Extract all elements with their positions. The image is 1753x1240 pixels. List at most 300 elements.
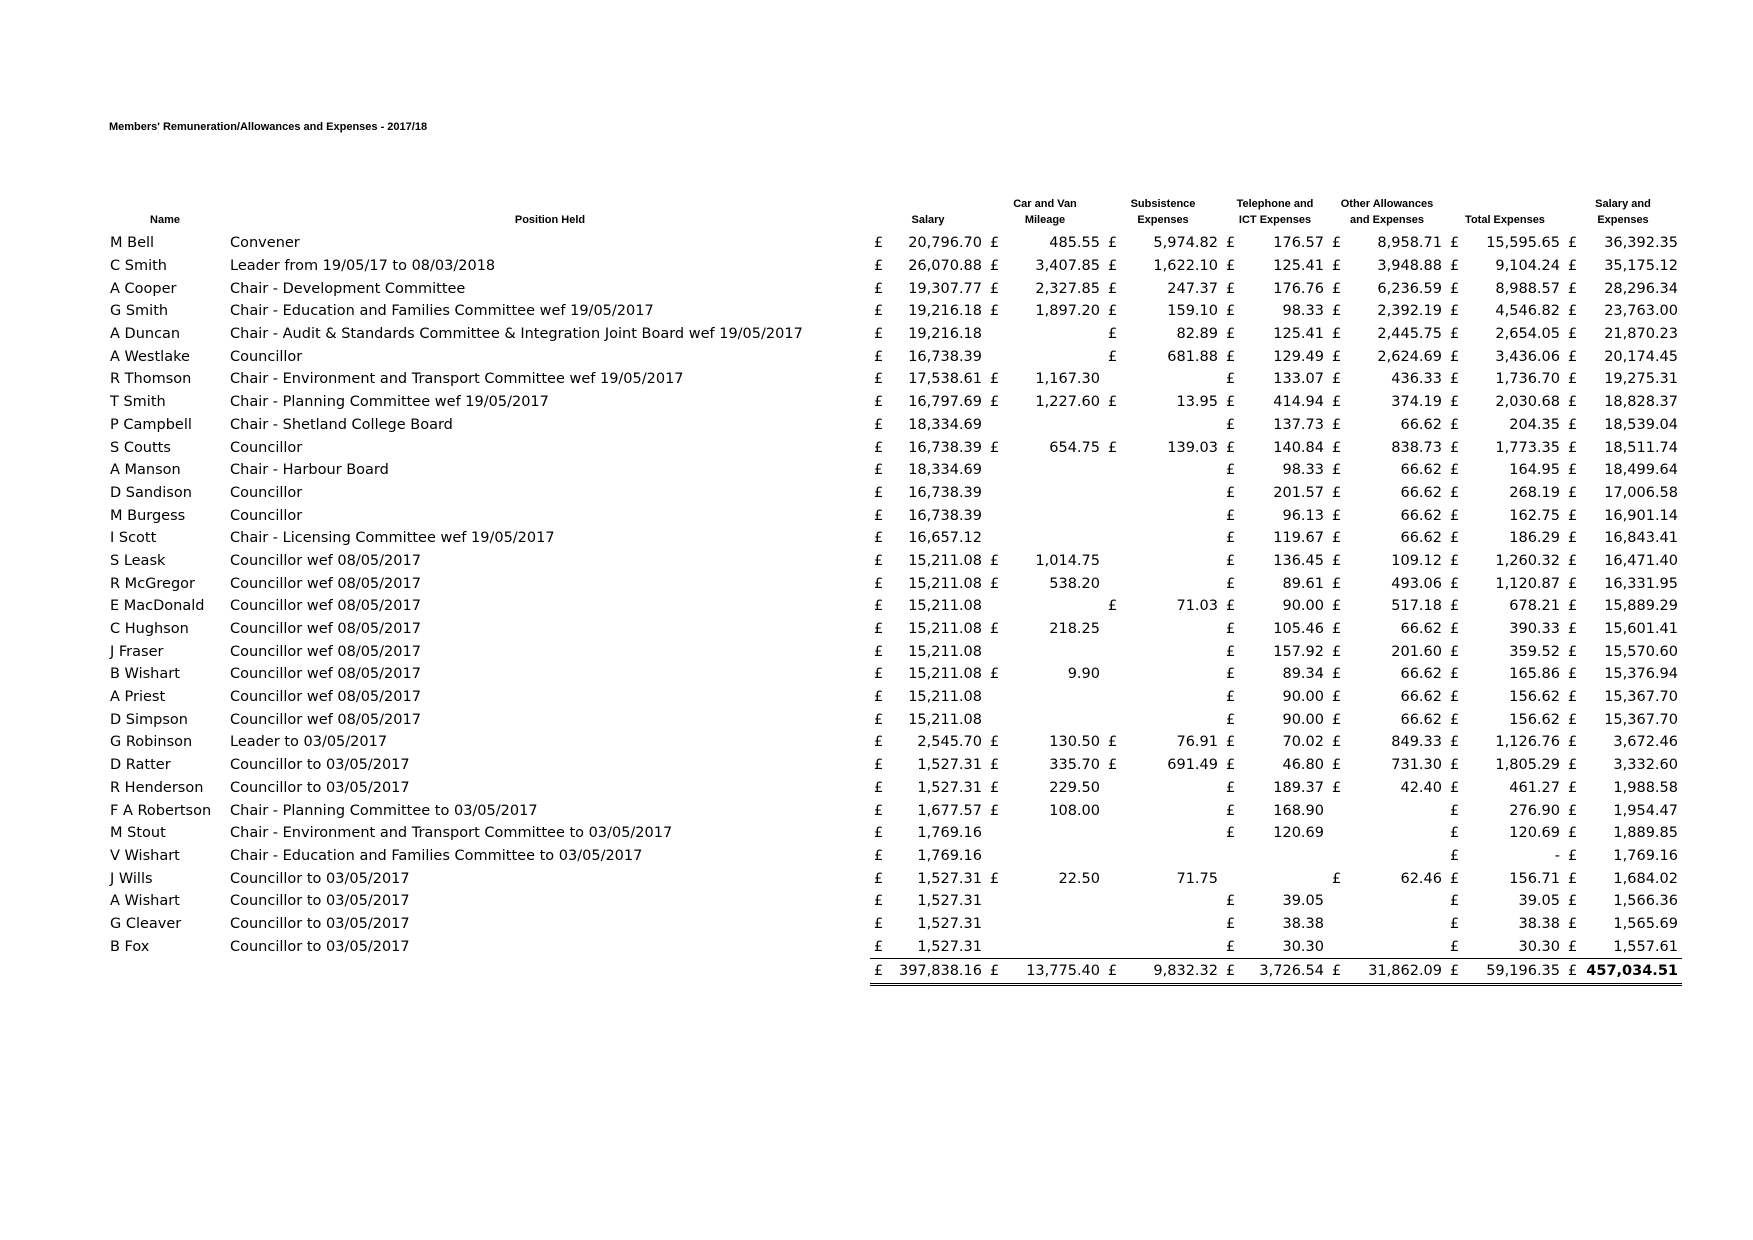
cell-telephone-ict: 30.30 xyxy=(1240,935,1328,958)
total-salary-and-expenses: 457,034.51 xyxy=(1582,959,1682,985)
cell-salary: 17,538.61 xyxy=(908,371,982,388)
cell-subsistence: 5,974.82 xyxy=(1153,235,1218,252)
cell-other-allowances: 517.18 xyxy=(1391,598,1442,615)
cell-other-allowances: 66.62 xyxy=(1400,666,1442,683)
cell-subsistence: 1,622.10 xyxy=(1153,258,1218,275)
cell-car-mileage xyxy=(1004,708,1104,731)
cell-other-allowances: 109.12 xyxy=(1391,552,1442,569)
cell-salary-and-expenses-currency: £ xyxy=(1568,552,1578,569)
cell-car-mileage-currency xyxy=(986,686,1004,709)
cell-other-allowances-currency: £ xyxy=(1332,689,1342,706)
cell-car-mileage xyxy=(1004,686,1104,709)
cell-salary: 16,738.39 xyxy=(908,484,982,501)
cell-salary-and-expenses-currency: £ xyxy=(1568,530,1578,547)
total-telephone-ict: 3,726.54 xyxy=(1240,959,1328,985)
cell-name: F A Robertson xyxy=(110,802,212,819)
cell-telephone-ict-currency: £ xyxy=(1226,439,1236,456)
cell-position: Councillor to 03/05/2017 xyxy=(230,779,410,796)
cell-total-expenses: 2,030.68 xyxy=(1495,394,1560,411)
cell-total-expenses: 1,736.70 xyxy=(1495,371,1560,388)
cell-car-mileage-currency xyxy=(986,822,1004,845)
cell-salary-and-expenses: 18,828.37 xyxy=(1604,394,1678,411)
cell-salary-and-expenses: 16,331.95 xyxy=(1604,575,1678,592)
cell-subsistence-currency: £ xyxy=(1108,303,1118,320)
cell-telephone-ict: 189.37 xyxy=(1273,779,1324,796)
cell-other-allowances-currency: £ xyxy=(1332,462,1342,479)
cell-telephone-ict-currency: £ xyxy=(1226,530,1236,547)
cell-subsistence xyxy=(1122,527,1222,550)
cell-position: Chair - Environment and Transport Committee wef 19/05/2017 xyxy=(230,371,684,388)
cell-name: A Wishart xyxy=(110,893,180,910)
cell-other-allowances: 436.33 xyxy=(1391,371,1442,388)
cell-salary-currency: £ xyxy=(874,621,884,638)
cell-total-expenses-currency: £ xyxy=(1450,711,1460,728)
cell-salary: 16,738.39 xyxy=(908,439,982,456)
cell-salary-and-expenses: 16,901.14 xyxy=(1604,507,1678,524)
cell-total-expenses-currency: £ xyxy=(1450,643,1460,660)
cell-subsistence xyxy=(1122,504,1222,527)
cell-subsistence: 691.49 xyxy=(1167,757,1218,774)
cell-salary-currency: £ xyxy=(874,348,884,365)
cell-total-expenses: 162.75 xyxy=(1509,507,1560,524)
cell-salary-and-expenses: 36,392.35 xyxy=(1604,235,1678,252)
total-subsistence: 9,832.32 xyxy=(1122,959,1222,985)
cell-other-allowances: 66.62 xyxy=(1400,462,1442,479)
cell-other-allowances: 2,624.69 xyxy=(1377,348,1442,365)
cell-total-expenses: 8,988.57 xyxy=(1495,280,1560,297)
cell-position: Councillor wef 08/05/2017 xyxy=(230,689,421,706)
cell-subsistence-currency xyxy=(1104,414,1122,437)
cell-total-expenses-currency: £ xyxy=(1450,870,1460,887)
cell-position: Councillor wef 08/05/2017 xyxy=(230,598,421,615)
cell-salary-and-expenses: 1,684.02 xyxy=(1613,870,1678,887)
cell-total-expenses-currency: £ xyxy=(1450,825,1460,842)
cell-salary-and-expenses: 17,006.58 xyxy=(1604,484,1678,501)
cell-telephone-ict: 89.61 xyxy=(1282,575,1324,592)
cell-salary: 15,211.08 xyxy=(908,621,982,638)
cell-position: Chair - Education and Families Committee wef 19/05/2017 xyxy=(230,303,654,320)
cell-telephone-ict: 133.07 xyxy=(1273,371,1324,388)
table-row xyxy=(100,323,1682,346)
cell-car-mileage xyxy=(1004,595,1104,618)
cell-total-expenses-currency: £ xyxy=(1450,530,1460,547)
cell-salary-and-expenses: 1,565.69 xyxy=(1613,915,1678,932)
cell-other-allowances-currency xyxy=(1328,913,1346,936)
cell-subsistence-currency: £ xyxy=(1108,348,1118,365)
cell-name: D Ratter xyxy=(110,757,171,774)
cell-telephone-ict xyxy=(1240,867,1328,890)
cell-subsistence-currency xyxy=(1104,867,1122,890)
cell-other-allowances: 66.62 xyxy=(1400,621,1442,638)
cell-salary: 16,738.39 xyxy=(908,348,982,365)
cell-subsistence xyxy=(1122,663,1222,686)
cell-salary-and-expenses: 23,763.00 xyxy=(1604,303,1678,320)
cell-other-allowances: 374.19 xyxy=(1391,394,1442,411)
cell-other-allowances-currency: £ xyxy=(1332,348,1342,365)
cell-salary: 1,769.16 xyxy=(917,847,982,864)
cell-car-mileage-currency xyxy=(986,913,1004,936)
cell-salary-currency: £ xyxy=(874,757,884,774)
cell-total-expenses-currency: £ xyxy=(1450,552,1460,569)
cell-subsistence xyxy=(1122,572,1222,595)
cell-name: C Smith xyxy=(110,258,167,275)
cell-telephone-ict-currency: £ xyxy=(1226,484,1236,501)
cell-telephone-ict-currency: £ xyxy=(1226,915,1236,932)
cell-telephone-ict: 157.92 xyxy=(1273,643,1324,660)
cell-other-allowances-currency xyxy=(1328,845,1346,868)
cell-total-expenses-currency: £ xyxy=(1450,348,1460,365)
cell-subsistence-currency xyxy=(1104,618,1122,641)
cell-other-allowances: 66.62 xyxy=(1400,711,1442,728)
cell-salary: 26,070.88 xyxy=(908,258,982,275)
total-other-allowances-currency: £ xyxy=(1328,959,1346,985)
cell-salary: 15,211.08 xyxy=(908,711,982,728)
cell-subsistence-currency: £ xyxy=(1108,734,1118,751)
cell-subsistence xyxy=(1122,368,1222,391)
cell-position: Councillor wef 08/05/2017 xyxy=(230,621,421,638)
cell-subsistence-currency: £ xyxy=(1108,439,1118,456)
cell-telephone-ict: 39.05 xyxy=(1282,893,1324,910)
cell-salary-currency: £ xyxy=(874,643,884,660)
cell-total-expenses: 359.52 xyxy=(1509,643,1560,660)
cell-car-mileage-currency: £ xyxy=(990,734,1000,751)
cell-total-expenses: 30.30 xyxy=(1464,935,1564,958)
cell-telephone-ict: 140.84 xyxy=(1273,439,1324,456)
cell-other-allowances-currency: £ xyxy=(1332,416,1342,433)
cell-other-allowances: 849.33 xyxy=(1391,734,1442,751)
cell-other-allowances-currency: £ xyxy=(1332,734,1342,751)
cell-car-mileage xyxy=(1004,414,1104,437)
cell-position: Councillor wef 08/05/2017 xyxy=(230,711,421,728)
cell-subsistence: 139.03 xyxy=(1167,439,1218,456)
cell-subsistence-currency: £ xyxy=(1108,394,1118,411)
cell-total-expenses: - xyxy=(1554,847,1560,864)
cell-salary-and-expenses: 15,570.60 xyxy=(1604,643,1678,660)
cell-other-allowances: 731.30 xyxy=(1391,757,1442,774)
cell-car-mileage-currency: £ xyxy=(990,802,1000,819)
cell-salary-and-expenses-currency: £ xyxy=(1568,711,1578,728)
cell-position: Councillor to 03/05/2017 xyxy=(230,915,410,932)
table-row xyxy=(100,550,1682,573)
cell-other-allowances-currency: £ xyxy=(1332,711,1342,728)
table-row xyxy=(100,572,1682,595)
cell-other-allowances-currency xyxy=(1328,822,1346,845)
cell-salary: 15,211.08 xyxy=(908,598,982,615)
cell-salary: 16,657.12 xyxy=(908,530,982,547)
cell-subsistence-currency xyxy=(1104,890,1122,913)
cell-car-mileage: 1,227.60 xyxy=(1035,394,1100,411)
table-row xyxy=(100,777,1682,800)
table-row xyxy=(100,731,1682,754)
cell-salary: 19,307.77 xyxy=(908,280,982,297)
cell-other-allowances-currency: £ xyxy=(1332,439,1342,456)
cell-total-expenses-currency: £ xyxy=(1450,779,1460,796)
cell-total-expenses: 678.21 xyxy=(1509,598,1560,615)
cell-salary-and-expenses-currency: £ xyxy=(1568,621,1578,638)
cell-other-allowances-currency: £ xyxy=(1332,235,1342,252)
total-car-mileage-currency: £ xyxy=(986,959,1004,985)
cell-other-allowances-currency: £ xyxy=(1332,575,1342,592)
cell-car-mileage xyxy=(1004,822,1104,845)
cell-other-allowances-currency: £ xyxy=(1332,552,1342,569)
cell-salary-and-expenses-currency: £ xyxy=(1568,258,1578,275)
cell-salary-and-expenses-currency: £ xyxy=(1568,280,1578,297)
cell-salary-and-expenses: 15,889.29 xyxy=(1604,598,1678,615)
cell-salary-currency: £ xyxy=(874,235,884,252)
cell-salary-and-expenses: 16,843.41 xyxy=(1604,530,1678,547)
cell-car-mileage-currency: £ xyxy=(990,666,1000,683)
cell-salary: 15,211.08 xyxy=(908,643,982,660)
cell-telephone-ict: 98.33 xyxy=(1282,462,1324,479)
cell-position: Chair - Harbour Board xyxy=(230,462,389,479)
cell-total-expenses-currency: £ xyxy=(1450,394,1460,411)
header-salary-and-expenses: Salary and Expenses xyxy=(1595,198,1651,226)
cell-total-expenses: 186.29 xyxy=(1509,530,1560,547)
cell-salary-currency: £ xyxy=(874,462,884,479)
cell-salary-currency: £ xyxy=(874,280,884,297)
cell-salary-currency: £ xyxy=(874,530,884,547)
cell-other-allowances: 2,445.75 xyxy=(1377,326,1442,343)
cell-car-mileage-currency xyxy=(986,459,1004,482)
table-row xyxy=(100,232,1682,255)
cell-other-allowances-currency: £ xyxy=(1332,643,1342,660)
cell-telephone-ict-currency: £ xyxy=(1226,825,1236,842)
cell-subsistence: 681.88 xyxy=(1167,348,1218,365)
cell-telephone-ict-currency: £ xyxy=(1226,621,1236,638)
cell-telephone-ict-currency: £ xyxy=(1226,575,1236,592)
cell-total-expenses-currency: £ xyxy=(1446,935,1464,958)
cell-name: T Smith xyxy=(110,394,166,411)
header-name: Name xyxy=(150,214,180,226)
cell-salary-currency: £ xyxy=(874,825,884,842)
cell-subsistence: 13.95 xyxy=(1176,394,1218,411)
cell-total-expenses-currency: £ xyxy=(1450,280,1460,297)
cell-subsistence-currency xyxy=(1104,822,1122,845)
cell-salary-currency: £ xyxy=(874,371,884,388)
cell-car-mileage xyxy=(1004,345,1104,368)
cell-total-expenses-currency: £ xyxy=(1450,416,1460,433)
cell-position: Chair - Licensing Committee wef 19/05/2017 xyxy=(230,530,555,547)
table-row xyxy=(100,867,1682,890)
cell-other-allowances: 66.62 xyxy=(1400,507,1442,524)
table-row xyxy=(100,300,1682,323)
cell-salary-and-expenses: 18,511.74 xyxy=(1604,439,1678,456)
cell-car-mileage: 130.50 xyxy=(1049,734,1100,751)
cell-salary-and-expenses: 18,539.04 xyxy=(1604,416,1678,433)
cell-telephone-ict: 176.57 xyxy=(1273,235,1324,252)
total-salary-currency: £ xyxy=(870,959,888,985)
cell-salary-and-expenses: 15,367.70 xyxy=(1604,711,1678,728)
cell-telephone-ict-currency: £ xyxy=(1226,779,1236,796)
cell-name: E MacDonald xyxy=(110,598,205,615)
cell-other-allowances xyxy=(1346,822,1446,845)
cell-salary-and-expenses: 1,889.85 xyxy=(1613,825,1678,842)
cell-total-expenses: 39.05 xyxy=(1518,893,1560,910)
cell-total-expenses-currency: £ xyxy=(1450,598,1460,615)
cell-other-allowances: 838.73 xyxy=(1391,439,1442,456)
cell-salary-and-expenses-currency: £ xyxy=(1568,416,1578,433)
cell-other-allowances-currency: £ xyxy=(1332,870,1342,887)
cell-total-expenses: 390.33 xyxy=(1509,621,1560,638)
table-row xyxy=(100,640,1682,663)
cell-other-allowances: 66.62 xyxy=(1400,689,1442,706)
cell-salary-currency: £ xyxy=(874,416,884,433)
table-row xyxy=(100,527,1682,550)
cell-subsistence-currency xyxy=(1104,663,1122,686)
cell-subsistence xyxy=(1122,799,1222,822)
cell-salary: 1,527.31 xyxy=(917,870,982,887)
cell-subsistence-currency: £ xyxy=(1108,258,1118,275)
cell-name: B Fox xyxy=(110,938,150,955)
header-subsistence: Subsistence Expenses xyxy=(1130,198,1196,226)
totals-name-blank xyxy=(100,959,230,985)
cell-telephone-ict: 136.45 xyxy=(1273,552,1324,569)
cell-other-allowances: 8,958.71 xyxy=(1377,235,1442,252)
cell-telephone-ict-currency: £ xyxy=(1226,462,1236,479)
cell-salary-and-expenses-currency: £ xyxy=(1568,915,1578,932)
cell-salary-and-expenses-currency: £ xyxy=(1568,643,1578,660)
cell-subsistence xyxy=(1122,935,1222,958)
table-row xyxy=(100,345,1682,368)
cell-total-expenses: 204.35 xyxy=(1509,416,1560,433)
cell-total-expenses: 156.71 xyxy=(1509,870,1560,887)
cell-position: Chair - Education and Families Committee to 03/05/2017 xyxy=(230,847,643,864)
cell-telephone-ict: 176.76 xyxy=(1273,280,1324,297)
cell-other-allowances-currency: £ xyxy=(1332,621,1342,638)
table-row xyxy=(100,436,1682,459)
total-car-mileage: 13,775.40 xyxy=(1004,959,1104,985)
cell-position: Chair - Shetland College Board xyxy=(230,416,453,433)
cell-salary-currency: £ xyxy=(874,893,884,910)
cell-subsistence-currency xyxy=(1104,550,1122,573)
cell-total-expenses: 164.95 xyxy=(1509,462,1560,479)
cell-salary-and-expenses: 16,471.40 xyxy=(1604,552,1678,569)
cell-salary-currency: £ xyxy=(874,802,884,819)
cell-salary: 1,527.31 xyxy=(917,915,982,932)
cell-salary-and-expenses: 1,954.47 xyxy=(1613,802,1678,819)
cell-other-allowances-currency: £ xyxy=(1332,507,1342,524)
cell-subsistence-currency xyxy=(1104,935,1122,958)
cell-car-mileage xyxy=(1004,913,1104,936)
cell-salary-currency: £ xyxy=(874,711,884,728)
cell-other-allowances-currency: £ xyxy=(1332,326,1342,343)
cell-salary-currency: £ xyxy=(874,575,884,592)
cell-name: J Fraser xyxy=(110,643,164,660)
cell-salary-and-expenses: 1,769.16 xyxy=(1613,847,1678,864)
table-row xyxy=(100,663,1682,686)
cell-subsistence: 82.89 xyxy=(1176,326,1218,343)
cell-other-allowances-currency: £ xyxy=(1332,484,1342,501)
cell-name: J Wills xyxy=(110,870,153,887)
cell-salary: 1,527.31 xyxy=(888,935,986,958)
cell-car-mileage: 654.75 xyxy=(1049,439,1100,456)
cell-telephone-ict-currency: £ xyxy=(1226,258,1236,275)
cell-name: R Thomson xyxy=(110,371,192,388)
cell-salary-and-expenses: 1,566.36 xyxy=(1613,893,1678,910)
cell-total-expenses: 2,654.05 xyxy=(1495,326,1560,343)
cell-position: Councillor xyxy=(230,484,303,501)
cell-telephone-ict: 201.57 xyxy=(1273,484,1324,501)
header-other-allowances: Other Allowances and Expenses xyxy=(1340,198,1434,226)
cell-subsistence: 71.03 xyxy=(1176,598,1218,615)
cell-total-expenses-currency: £ xyxy=(1450,666,1460,683)
cell-name: A Priest xyxy=(110,689,166,706)
cell-name: A Westlake xyxy=(110,348,190,365)
cell-total-expenses-currency: £ xyxy=(1450,757,1460,774)
cell-total-expenses: 9,104.24 xyxy=(1495,258,1560,275)
cell-total-expenses-currency: £ xyxy=(1450,371,1460,388)
cell-telephone-ict: 38.38 xyxy=(1282,915,1324,932)
cell-telephone-ict: 70.02 xyxy=(1282,734,1324,751)
table-row xyxy=(100,913,1682,936)
total-total-expenses-currency: £ xyxy=(1446,959,1464,985)
cell-car-mileage-currency xyxy=(986,845,1004,868)
cell-other-allowances: 62.46 xyxy=(1400,870,1442,887)
cell-telephone-ict-currency: £ xyxy=(1226,711,1236,728)
cell-name: G Smith xyxy=(110,303,169,320)
cell-car-mileage: 9.90 xyxy=(1067,666,1100,683)
cell-subsistence-currency xyxy=(1104,572,1122,595)
cell-subsistence-currency: £ xyxy=(1108,598,1118,615)
cell-position: Chair - Audit & Standards Committee & Integration Joint Board wef 19/05/2017 xyxy=(230,326,803,343)
cell-total-expenses: 4,546.82 xyxy=(1495,303,1560,320)
cell-other-allowances-currency xyxy=(1328,799,1346,822)
cell-other-allowances xyxy=(1346,845,1446,868)
cell-telephone-ict-currency: £ xyxy=(1226,416,1236,433)
cell-position: Councillor wef 08/05/2017 xyxy=(230,575,421,592)
cell-total-expenses: 120.69 xyxy=(1509,825,1560,842)
cell-salary: 16,738.39 xyxy=(908,507,982,524)
cell-total-expenses: 156.62 xyxy=(1509,689,1560,706)
table-row xyxy=(100,686,1682,709)
cell-telephone-ict: 90.00 xyxy=(1282,598,1324,615)
cell-salary-currency: £ xyxy=(874,258,884,275)
cell-name: M Burgess xyxy=(110,507,186,524)
cell-position: Councillor to 03/05/2017 xyxy=(230,757,410,774)
cell-salary-and-expenses-currency: £ xyxy=(1568,893,1578,910)
cell-salary-currency: £ xyxy=(874,598,884,615)
cell-subsistence-currency xyxy=(1104,459,1122,482)
total-salary: 397,838.16 xyxy=(888,959,986,985)
cell-car-mileage-currency xyxy=(986,708,1004,731)
cell-name: R McGregor xyxy=(110,575,196,592)
cell-other-allowances-currency: £ xyxy=(1332,779,1342,796)
cell-total-expenses-currency: £ xyxy=(1450,462,1460,479)
cell-telephone-ict-currency: £ xyxy=(1226,893,1236,910)
cell-total-expenses-currency: £ xyxy=(1450,734,1460,751)
header-position: Position Held xyxy=(514,214,586,226)
cell-salary-currency: £ xyxy=(874,734,884,751)
cell-salary-and-expenses: 15,367.70 xyxy=(1604,689,1678,706)
cell-other-allowances: 493.06 xyxy=(1391,575,1442,592)
cell-subsistence-currency xyxy=(1104,686,1122,709)
cell-subsistence-currency xyxy=(1104,527,1122,550)
cell-telephone-ict: 46.80 xyxy=(1282,757,1324,774)
cell-other-allowances: 42.40 xyxy=(1400,779,1442,796)
cell-salary-and-expenses-currency: £ xyxy=(1568,507,1578,524)
cell-name: M Bell xyxy=(110,235,155,252)
cell-position: Leader to 03/05/2017 xyxy=(230,734,388,751)
cell-car-mileage-currency: £ xyxy=(990,779,1000,796)
cell-subsistence: 76.91 xyxy=(1176,734,1218,751)
cell-salary-currency: £ xyxy=(874,326,884,343)
cell-telephone-ict: 129.49 xyxy=(1273,348,1324,365)
cell-salary-currency: £ xyxy=(874,847,884,864)
cell-salary-and-expenses-currency: £ xyxy=(1568,303,1578,320)
cell-car-mileage-currency xyxy=(986,414,1004,437)
document-title: Members' Remuneration/Allowances and Expenses - 2017/18 xyxy=(109,121,428,133)
cell-car-mileage: 1,014.75 xyxy=(1035,552,1100,569)
